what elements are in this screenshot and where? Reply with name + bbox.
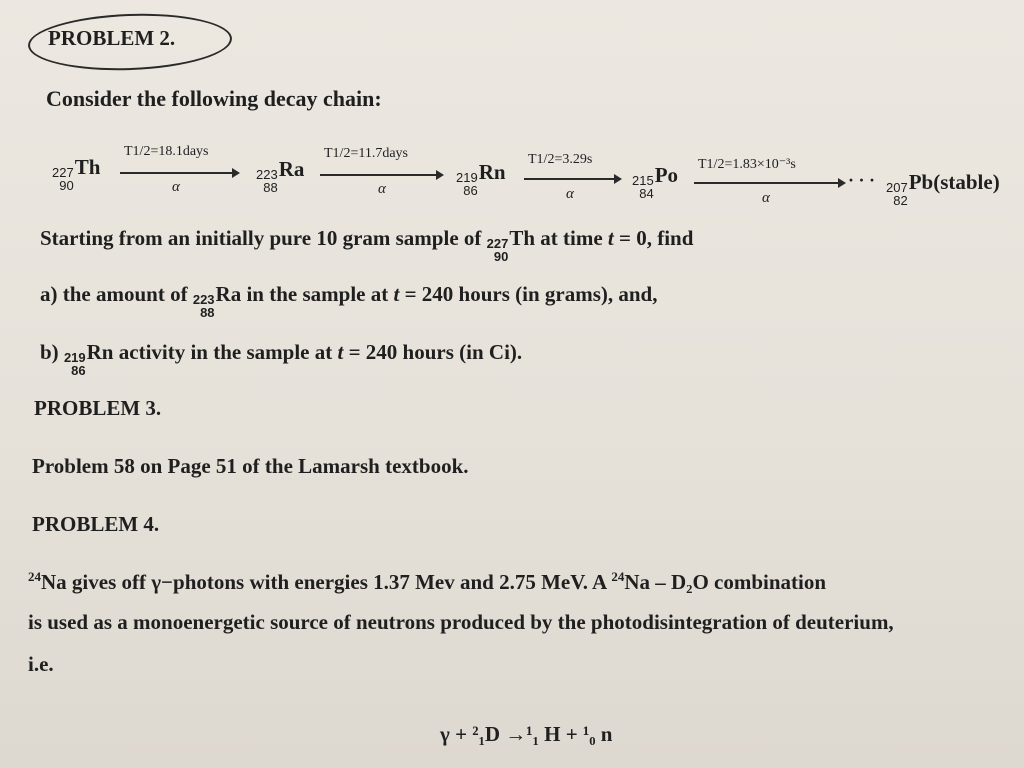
nuclide-th227: 227 90 Th: [52, 155, 101, 193]
problem2-start-line: Starting from an initially pure 10 gram sample of 227 90 Th at time t = 0, find: [40, 226, 694, 264]
problem2-part-b: b) 219 86 Rn activity in the sample at t = 240 hours (in Ci).: [40, 340, 523, 378]
ellipsis: · · ·: [848, 170, 876, 190]
problem2-part-a: a) the amount of 223 88 Ra in the sample at t = 240 hours (in grams), and,: [40, 282, 658, 320]
arrow-2: [320, 174, 442, 176]
problem4-line-2: is used as a monoenergetic source of neutrons produced by the photodisintegration of deuterium,: [28, 610, 894, 634]
problem4-line-3: i.e.: [28, 652, 54, 676]
halflife-3: T1/2=3.29s: [528, 152, 593, 167]
alpha-4: α: [762, 190, 770, 206]
arrow-3: [524, 178, 620, 180]
problem4-line-1: $^{24}$Na gives off γ−photons with energies 1.37 Mev and 2.75 MeV. A $^{24}$Na – D₂O combination: [28, 569, 827, 594]
halflife-4: T1/2=1.83×10⁻³s: [698, 157, 796, 172]
problem2-title: PROBLEM 2.: [48, 26, 176, 50]
problem3-title: PROBLEM 3.: [34, 396, 162, 420]
photodisintegration-equation: γ + ²₁D →¹₁ H + ¹₀ n: [440, 722, 613, 746]
nuclide-pb207: 207 82 Pb(stable): [886, 170, 1000, 208]
nuclide-rn219: 219 86 Rn: [456, 160, 506, 198]
alpha-1: α: [172, 179, 180, 195]
arrow-4: [694, 182, 844, 184]
alpha-2: α: [378, 181, 386, 197]
halflife-1: T1/2=18.1days: [124, 144, 209, 159]
problem3-text: Problem 58 on Page 51 of the Lamarsh textbook.: [32, 454, 469, 478]
problem2-intro: Consider the following decay chain:: [46, 86, 382, 111]
halflife-2: T1/2=11.7days: [324, 146, 408, 161]
nuclide-ra223: 223 88 Ra: [256, 157, 305, 195]
arrow-1: [120, 172, 238, 174]
nuclide-po215: 215 84 Po: [632, 163, 679, 201]
problem4-title: PROBLEM 4.: [32, 512, 160, 536]
alpha-3: α: [566, 186, 574, 202]
